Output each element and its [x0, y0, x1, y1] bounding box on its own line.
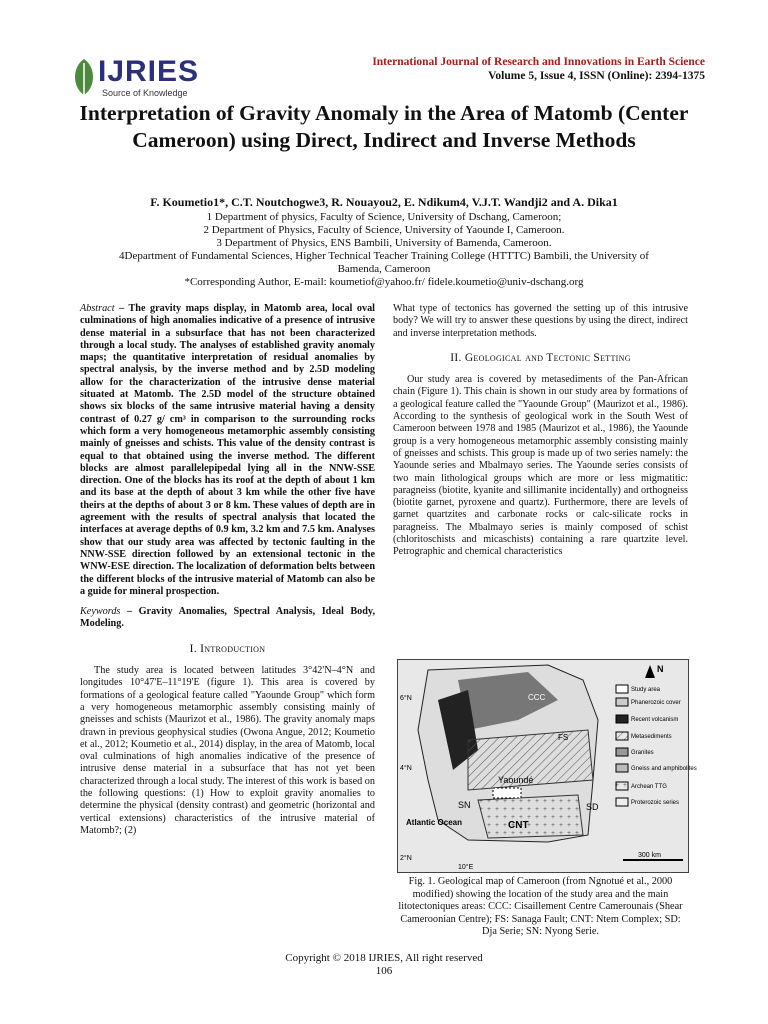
- map-label-sd: SD: [586, 802, 599, 812]
- author-block: [70, 196, 698, 289]
- paper-title: Interpretation of Gravity Anomaly in the Area of Matomb (Center Cameroon) using Direct, Indirect and Inverse Methods: [79, 101, 689, 152]
- map-label-fs: FS: [558, 733, 569, 742]
- introduction-text: The study area is located between latitudes 3°42'N–4°N and longitudes 10°47'E–11°19'E (figure 1). This area is covered by formations of a geological feature called "Yaounde Group" which form a very homogeneous metamorphic assembly consisting mainly of gneisses and schists (Maurizot et al., 1986). The gravity anomaly maps drawn in previous geophysical studies (Owona Angue, 2012; Koumetio et al., 2012; Koumetio et al., 2014) display, in the area of Matomb, local oval culminations of high anomalies indicative of the presence of intrusive dense material in a subsurface that has not yet been characterized through a local study. The interest of this work is based on the following questions: (1) How to exploit gravity anomalies to determine the physical (density contrast) and geometric (horizontal and vertical extensions) characteristics of the intrusive material of Matomb?; (2): [80, 665, 375, 836]
- legend-item: Archean TTG: [631, 784, 667, 790]
- study-area-box: [493, 788, 521, 798]
- abstract-text: – The gravity maps display, in Matomb area, local oval culminations of high anomalies indicative of a presence of intrusive dense material in a subsurface that has not been characterized through a local study. The analyses of established gravity anomaly maps; the quantitative interpretation of residual anomalies by spectral analysis, by the inverse method and by 2.5D modeling allow for the characterization of the intrusive dense material situated at Matomb. The 2.5D model of the structure obtained shows six blocks of the same intrusive material having a density contrast of 0.27 g/ cm³ in comparison to the surrounding rocks which form a very homogeneous metamorphic assembly consisting mainly of gneisses and schists. This value of the density contrast is equal to that obtained using the inverse method. The different blocks are almost parallelepipedal lying all in the NNW-SSE direction. One of the blocks has its roof at the depth of about 1 km and its base at the depth of about 3 km while the other five have theirs at the depths of about 3 or 8 km. These values of depth are in agreement with the results of spectral analysis that located the interfaces at average depths of 0.9 km, 3.2 km and 7.5 km. Analyses show that our study area was affected by tectonic faulting in the NNW-SSE direction followed by an extensional tectonic in the WNW-ESE direction. The localization of deformation belts between the different blocks of the intrusive material of Matomb can also be a guide for mineral prospection.: [80, 303, 376, 597]
- copyright: Copyright © 2018 IJRIES, All right reserved: [285, 952, 483, 964]
- legend-item: Study area: [631, 687, 661, 693]
- journal-volume: Volume 5, Issue 4, ISSN (Online): 2394-1375: [488, 70, 705, 82]
- logo-subtitle: Source of Knowledge: [102, 88, 188, 98]
- left-column: [80, 303, 375, 837]
- right-column: [393, 303, 688, 559]
- lat-label: 6°N: [400, 695, 412, 702]
- affiliation: 3 Department of Physics, ENS Bambili, University of Bamenda, Cameroon.: [216, 237, 552, 249]
- legend-item: Phanerozoic cover: [631, 700, 681, 706]
- leaf-icon: [70, 57, 98, 97]
- section-heading-introduction: I. Introduction: [189, 642, 266, 655]
- legend-item: Proterozoic series: [631, 800, 680, 806]
- abstract: [80, 303, 375, 598]
- map-label-yaounde: Yaoundé: [498, 775, 534, 785]
- journal-header: [372, 55, 705, 83]
- legend-item: Granites: [631, 750, 654, 756]
- legend-item: Metasediments: [631, 734, 672, 740]
- map-label-cnt: CNT: [508, 820, 529, 831]
- intro-continued: What type of tectonics has governed the setting up of this intrusive body? We will try to answer these questions by using the direct, indirect and inverse interpretation methods.: [393, 303, 688, 339]
- affiliation: 1 Department of physics, Faculty of Science, University of Dschang, Cameroon;: [206, 211, 562, 223]
- affiliation: 2 Department of Physics, Faculty of Science, University of Yaounde I, Cameroon.: [203, 224, 565, 236]
- lat-label: 4°N: [400, 765, 412, 772]
- author-names: F. Koumetio1*, C.T. Noutchogwe3, R. Nouayou2, E. Ndikum4, V.J.T. Wandji2 and A. Dika1: [150, 195, 618, 209]
- legend-item: Gneiss and amphibolites: [631, 766, 697, 772]
- keywords-label: Keywords: [80, 606, 121, 618]
- lat-label: 2°N: [400, 855, 412, 862]
- abstract-label: Abstract: [80, 303, 115, 314]
- page-number: 106: [375, 965, 393, 977]
- figure-caption: Fig. 1. Geological map of Cameroon (from Ngnotué et al., 2000 modified) showing the location of the study area and the main litotectoniques areas: CCC: Cisaillement Centre Camerounais (Shear Cameroonian Centre); FS: Sanaga Fault; CNT: Ntem Complex; SD: Dja Serie; SN: Nyong Serie.: [398, 876, 683, 937]
- legend-item: Recent volcanism: [631, 717, 679, 723]
- map-label-ocean: Atlantic Ocean: [406, 818, 463, 827]
- map-label-ccc: CCC: [528, 693, 546, 702]
- journal-logo: [70, 55, 200, 101]
- page-footer: [0, 952, 768, 978]
- corresponding-author: *Corresponding Author, E-mail: koumetiof@yahoo.fr/ fidele.koumetio@univ-dschang.org: [184, 276, 584, 288]
- journal-name: International Journal of Research and Innovations in Earth Science: [372, 56, 705, 68]
- north-label: N: [657, 664, 664, 674]
- section-heading-geology: II. Geological and Tectonic Setting: [450, 351, 631, 364]
- geological-map: [398, 660, 697, 872]
- keywords-text: – Gravity Anomalies, Spectral Analysis, Ideal Body, Modeling.: [80, 606, 375, 630]
- logo-text: IJRIES: [98, 55, 200, 88]
- map-label-sn: SN: [458, 800, 471, 810]
- keywords: [80, 606, 375, 631]
- geological-map-figure: [397, 659, 697, 873]
- lon-label: 10°E: [458, 864, 474, 871]
- geology-text: Our study area is covered by metasediments of the Pan-African chain (Figure 1). This chain is shown in our study area by formations of a geological feature called the "Yaounde Group" (Maurizot et al., 1986). According to the synthesis of geological work in the South West of Cameroon between 1978 and 1985 (Maurizot et al., 1986), the Yaounde group is a very homogeneous metamorphic assembly consisting mainly of gneisses and schists. This group is made up of two series namely: the Yaounde series and Mbalmayo series. The Yaounde series consists of two main lithological groups which are more or less migmatitic: paragneiss (biotite, kyanite and sillimanite incidentally) and orthogneiss (biotite garnet, pyroxene and quartz). Furthermore, there are levels of garnet quartzites and carbonate rocks or calc-silicate rocks in paragneiss. The Mbalmayo series is mainly composed of schist (chloritoschists and micaschists) containing a rare quartzite level. Petrographic and chemical characteristics: [393, 374, 688, 558]
- scale-label: 300 km: [638, 852, 661, 859]
- affiliation: 4Department of Fundamental Sciences, Higher Technical Teacher Training College (HTTTC) Bambili, the University of Bamenda, Cameroon: [119, 250, 649, 275]
